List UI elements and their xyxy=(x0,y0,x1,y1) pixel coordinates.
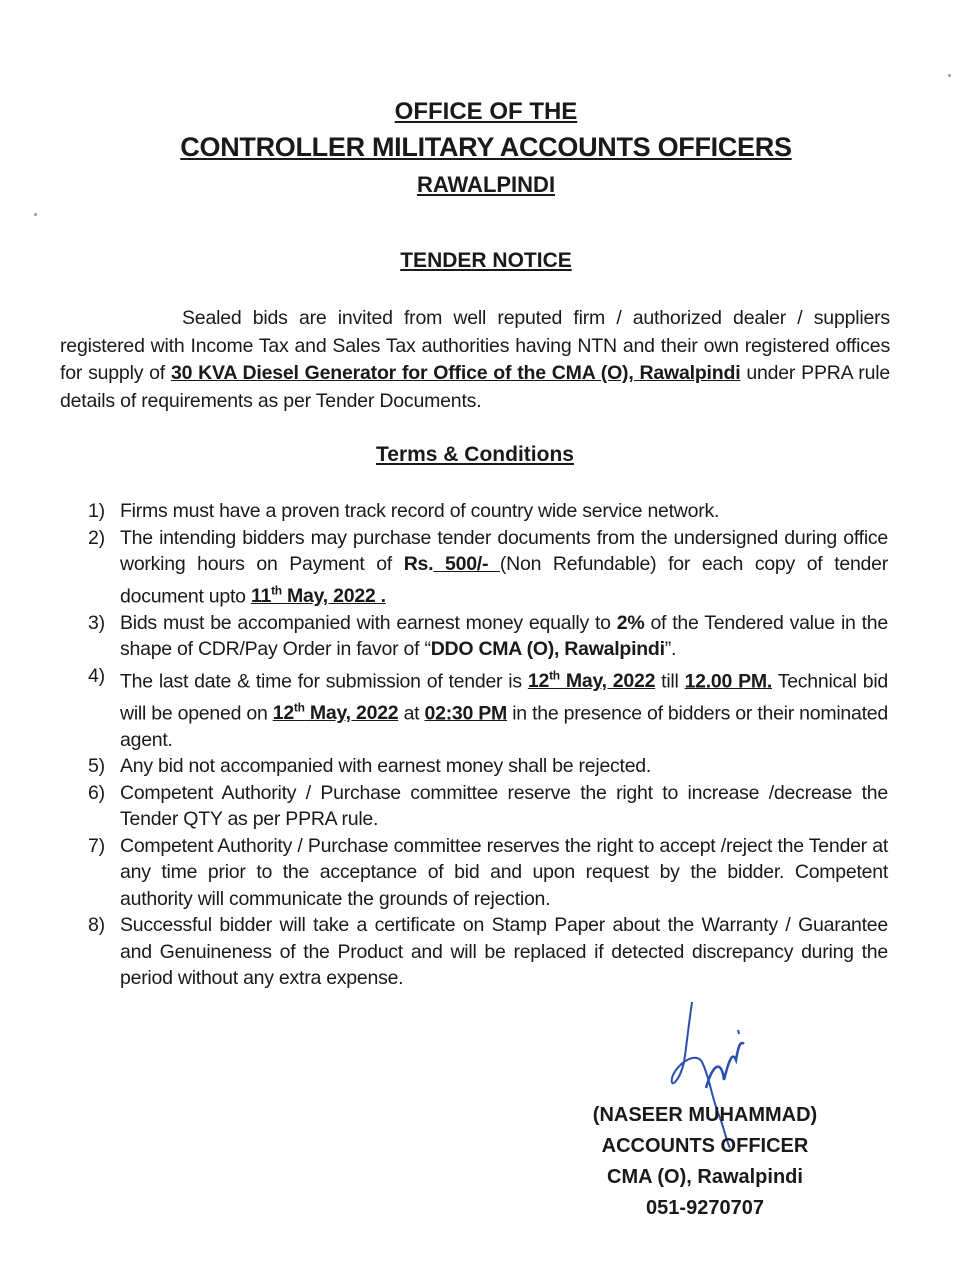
signatory-phone: 051-9270707 xyxy=(646,1197,764,1219)
term-text: Bids must be accompanied with earnest money equally to 2% of the Tendered value in the shape of CDR/Pay Order in favor of “DDO CMA (O), Rawalpindi”. xyxy=(120,611,888,660)
term-number: 4) xyxy=(88,664,105,687)
term-item xyxy=(88,663,888,754)
term-text: Competent Authority / Purchase committee reserves the right to accept /reject the Tender at any time prior to the acceptance of bid and upon request by the bidder. Competent authority will communicate the grounds of rejection. xyxy=(120,834,888,910)
fee-amount: 500/- xyxy=(433,553,500,575)
term-number: 2) xyxy=(88,526,105,549)
scan-speck xyxy=(948,74,951,77)
signatory-designation: ACCOUNTS OFFICER xyxy=(601,1135,809,1157)
signatory-office: CMA (O), Rawalpindi xyxy=(607,1166,803,1188)
term-number: 5) xyxy=(88,755,105,777)
term-item xyxy=(88,498,888,525)
intro-text: Sealed bids are invited from well reputed firm / authorized dealer / suppliers registered with Income Tax and Sales Tax authorities having NTN and their own registered offices for supply of xyxy=(60,307,890,384)
term-number: 3) xyxy=(88,611,105,634)
terms-heading: Terms & Conditions xyxy=(376,443,574,466)
submission-time: 12.00 PM. xyxy=(684,670,773,692)
term-item xyxy=(88,833,888,913)
office-heading: OFFICE OF THE xyxy=(394,98,578,125)
signatory-name: (NASEER MUHAMMAD) xyxy=(592,1104,818,1126)
term-number: 6) xyxy=(88,781,105,804)
intro-text-end: under PPRA rule details of requirements as per Tender Documents. xyxy=(60,362,891,412)
term-number: 8) xyxy=(88,914,105,936)
terms-list xyxy=(88,498,888,992)
term-text: The intending bidders may purchase tender documents from the undersigned during office working hours on Payment of Rs. 500/- (Non Refundable) for each copy of tender document upto 11th May, 2022 . xyxy=(120,526,888,607)
opening-date: 12th May, 2022 xyxy=(272,700,399,724)
purchase-deadline: 11th May, 2022 . xyxy=(250,583,386,607)
term-text: Any bid not accompanied with earnest money shall be rejected. xyxy=(120,755,652,777)
signature-block xyxy=(560,1100,850,1224)
term-item xyxy=(88,912,888,992)
term-item xyxy=(88,525,888,610)
organization-heading: CONTROLLER MILITARY ACCOUNTS OFFICERS xyxy=(180,132,792,162)
term-text: Competent Authority / Purchase committee reserve the right to increase /decrease the Tender QTY as per PPRA rule. xyxy=(120,781,888,830)
term-text: The last date & time for submission of tender is 12th May, 2022 till 12.00 PM. Technical bid will be opened on 12th May, 2022 at 02:30 PM in the presence of bidders or their nominated agent. xyxy=(120,668,888,751)
opening-time: 02:30 PM xyxy=(424,702,508,724)
scan-speck xyxy=(34,213,37,216)
payee: DDO CMA (O), Rawalpindi xyxy=(430,638,665,660)
tender-item: 30 KVA Diesel Generator for Office of the CMA (O), Rawalpindi xyxy=(170,362,741,384)
term-text: Firms must have a proven track record of country wide service network. xyxy=(120,500,720,522)
term-item xyxy=(88,753,888,780)
term-item xyxy=(88,780,888,833)
term-text: Successful bidder will take a certificate on Stamp Paper about the Warranty / Guarantee and Genuineness of the Product and will be replaced if detected discrepancy during the period without any extra expense. xyxy=(120,914,888,989)
term-number: 7) xyxy=(88,834,105,857)
earnest-percent: 2% xyxy=(616,611,645,634)
city-heading: RAWALPINDI xyxy=(416,172,556,197)
term-item xyxy=(88,610,888,663)
intro-paragraph xyxy=(60,305,890,415)
notice-title: TENDER NOTICE xyxy=(400,249,572,272)
submission-date: 12th May, 2022 xyxy=(527,668,656,692)
term-number: 1) xyxy=(88,500,105,522)
